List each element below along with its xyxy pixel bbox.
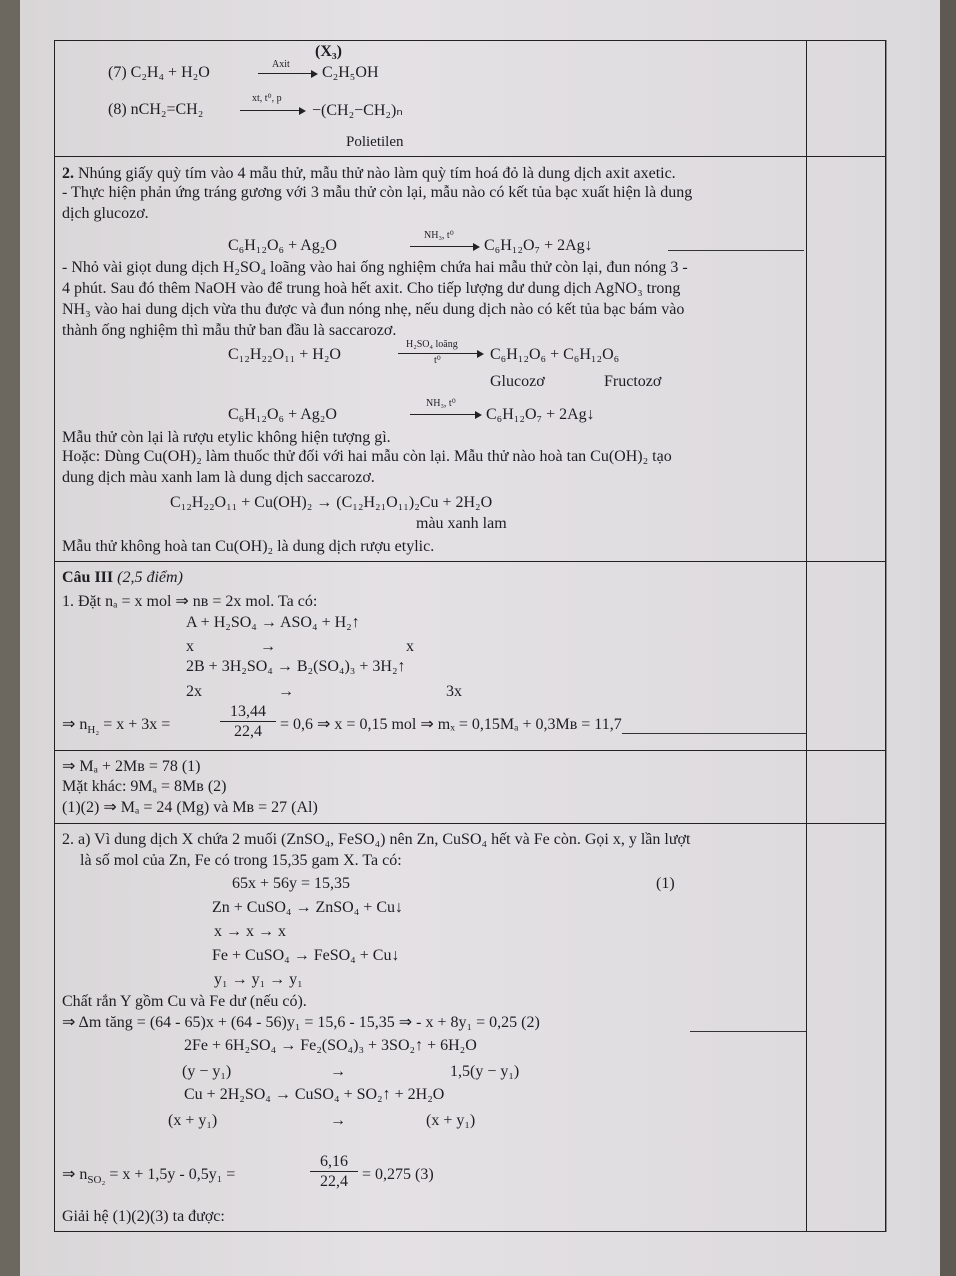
fraction-denominator: 22,4 (234, 723, 262, 740)
arrow-icon (258, 73, 316, 74)
equation-left: C₁₂H₂₂O₁₁ + H₂O (228, 346, 341, 363)
mole-value: (y − y₁) (182, 1063, 232, 1080)
text-line: NH₃ vào hai dung dịch vừa thu được và đun nóng nhẹ, nếu dung dịch nào có kết tủa bạc bám vào (62, 301, 685, 318)
catalyst-label: (X₃) (315, 43, 343, 60)
question-heading (62, 568, 183, 587)
fraction-denominator: 22,4 (320, 1173, 348, 1190)
equation-number: (1) (656, 875, 675, 892)
text-line: 4 phút. Sau đó thêm NaOH vào để trung hoà hết axit. Cho tiếp lượng dư dung dịch AgNO₃ trong (62, 280, 681, 297)
text-line: dung dịch màu xanh lam là dung dịch saccarozơ. (62, 469, 375, 486)
text-line: Giải hệ (1)(2)(3) ta được: (62, 1208, 225, 1225)
polyethylene-label: Polietilen (346, 134, 404, 150)
result-line: ⇒ Mₐ + 2Mʙ = 78 (1) (62, 758, 201, 775)
text-line: 2. a) Vì dung dịch X chứa 2 muối (ZnSO₄, FeSO₄) nên Zn, CuSO₄ hết và Fe còn. Gọi x, y lần lượt (62, 831, 691, 848)
reaction-8-left: (8) nCH₂=CH₂ (108, 101, 204, 118)
row-divider (54, 156, 886, 157)
text-line: Mẫu thử không hoà tan Cu(OH)₂ là dung dịch rượu etylic. (62, 538, 435, 555)
calc-mid: = x + 3x = (99, 716, 171, 733)
calc-result: = 0,6 ⇒ x = 0,15 mol ⇒ mₓ = 0,15Mₐ + 0,3Mʙ = 11,7 (280, 716, 622, 733)
result-line: (1)(2) ⇒ Mₐ = 24 (Mg) và Mʙ = 27 (Al) (62, 799, 318, 816)
equation: 65x + 56y = 15,35 (232, 875, 351, 892)
row-divider (54, 750, 886, 751)
equation-left: C₆H₁₂O₆ + Ag₂O (228, 237, 337, 254)
text-line: Chất rắn Y gồm Cu và Fe dư (nếu có). (62, 993, 307, 1010)
calc-line: ⇒ Δm tăng = (64 - 65)x + (64 - 56)y₁ = 15,6 - 15,35 ⇒ - x + 8y₁ = 0,25 (2) (62, 1014, 540, 1031)
text-line: Nhúng giấy quỳ tím vào 4 mẫu thử, mẫu thử nào làm quỳ tím hoá đỏ là dung dịch axit axetic. (74, 165, 676, 182)
fraction (310, 1152, 358, 1191)
mole-value: x (406, 638, 414, 655)
calc-subscript: H₂ (87, 724, 100, 737)
text-line: Hoặc: Dùng Cu(OH)₂ làm thuốc thử đối với hai mẫu còn lại. Mẫu thử nào hoà tan Cu(OH)₂ tạo (62, 448, 672, 465)
reaction-8-condition: xt, t⁰, p (252, 93, 282, 104)
arrow-text: → (330, 1112, 346, 1129)
mole-value: x (186, 638, 194, 655)
equation-condition: NH₃, t⁰ (426, 398, 456, 409)
arrow-icon (410, 246, 478, 247)
result-line: Mặt khác: 9Mₐ = 8Mʙ (2) (62, 778, 227, 795)
glucose-label: Glucozơ (490, 373, 545, 390)
equation: Cu + 2H₂SO₄ → CuSO₄ + SO₂↑ + 2H₂O (184, 1086, 445, 1103)
mole-value: (x + y₁) (426, 1112, 476, 1129)
text-line: là số mol của Zn, Fe có trong 15,35 gam X. Ta có: (80, 852, 402, 869)
mole-row: x → x → x (214, 923, 286, 940)
arrow-text: → (260, 638, 276, 655)
arrow-icon (240, 110, 304, 111)
arrow-text: → (278, 683, 294, 700)
question-points: (2,5 điểm) (117, 569, 183, 586)
calc-subscript: SO₂ (87, 1174, 106, 1187)
reaction-7-left: (7) C₂H₄ + H₂O (108, 64, 210, 81)
underline (622, 733, 806, 734)
text-line: dịch glucozơ. (62, 205, 149, 222)
arrow-icon (398, 353, 482, 354)
calc-prefix: ⇒ n (62, 1166, 88, 1183)
background-right-edge (940, 0, 956, 1276)
text-line: Mẫu thử còn lại là rượu etylic không hiện tượng gì. (62, 429, 391, 446)
calc-line (62, 1165, 235, 1190)
equation-right: C₆H₁₂O₇ + 2Ag↓ (484, 237, 593, 254)
text-line: thành ống nghiệm thì mẫu thử ban đầu là saccarozơ. (62, 322, 397, 339)
equation: A + H₂SO₄ → ASO₄ + H₂↑ (186, 614, 360, 631)
background-left-edge (0, 0, 20, 1276)
equation-condition-temp: t⁰ (434, 355, 441, 366)
row-divider (54, 823, 886, 824)
reaction-8-product: −(CH₂−CH₂)ₙ (312, 102, 403, 119)
score-column-divider (806, 40, 807, 1232)
equation: Fe + CuSO₄ → FeSO₄ + Cu↓ (212, 947, 400, 964)
text-line: 2. Nhúng giấy quỳ tím vào 4 mẫu thử, mẫu thử nào làm quỳ tím hoá đỏ là dung dịch axit axetic. (62, 165, 676, 182)
mole-row: y₁ → y₁ → y₁ (214, 971, 303, 988)
arrow-icon (410, 414, 480, 415)
bleed-through-line (886, 40, 887, 1232)
mole-value: 1,5(y − y₁) (450, 1063, 520, 1080)
equation: 2B + 3H₂SO₄ → B₂(SO₄)₃ + 3H₂↑ (186, 658, 406, 675)
equation: 2Fe + 6H₂SO₄ → Fe₂(SO₄)₃ + 3SO₂↑ + 6H₂O (184, 1037, 477, 1054)
reaction-7-product: C₂H₅OH (322, 64, 379, 81)
equation-right: C₆H₁₂O₆ + C₆H₁₂O₆ (490, 346, 620, 363)
fructose-label: Fructozơ (604, 373, 662, 390)
mole-value: (x + y₁) (168, 1112, 218, 1129)
text-line: 1. Đặt nₐ = x mol ⇒ nʙ = 2x mol. Ta có: (62, 593, 318, 610)
arrow-text: → (330, 1063, 346, 1080)
text-line: - Nhỏ vài giọt dung dịch H₂SO₄ loãng vào hai ống nghiệm chứa hai mẫu thử còn lại, đun nóng 3 - (62, 259, 688, 276)
mole-value: 3x (446, 683, 462, 700)
fraction-numerator: 6,16 (310, 1152, 358, 1172)
question-title: Câu III (62, 569, 114, 586)
equation-right: C₆H₁₂O₇ + 2Ag↓ (486, 406, 595, 423)
calc-result: = 0,275 (3) (362, 1166, 434, 1183)
calc-mid: = x + 1,5y - 0,5y₁ = (105, 1166, 236, 1183)
equation-note: màu xanh lam (416, 515, 507, 532)
reaction-7-condition: Axit (272, 59, 290, 70)
calc-prefix: ⇒ n (62, 716, 88, 733)
text-line: - Thực hiện phản ứng tráng gương với 3 mẫu thử còn lại, mẫu nào có kết tủa bạc xuất hiện là dung (62, 184, 693, 201)
underline (668, 250, 804, 251)
equation-condition: NH₃, t⁰ (424, 230, 454, 241)
calc-line (62, 715, 170, 740)
row-divider (54, 561, 886, 562)
equation: Zn + CuSO₄ → ZnSO₄ + Cu↓ (212, 899, 403, 916)
fraction (220, 702, 276, 741)
equation-condition: H₂SO₄ loãng (406, 339, 458, 350)
fraction-numerator: 13,44 (220, 702, 276, 722)
equation: C₁₂H₂₂O₁₁ + Cu(OH)₂ → (C₁₂H₂₁O₁₁)₂Cu + 2H₂O (170, 494, 493, 511)
mole-value: 2x (186, 683, 202, 700)
equation-left: C₆H₁₂O₆ + Ag₂O (228, 406, 337, 423)
underline (690, 1031, 806, 1032)
